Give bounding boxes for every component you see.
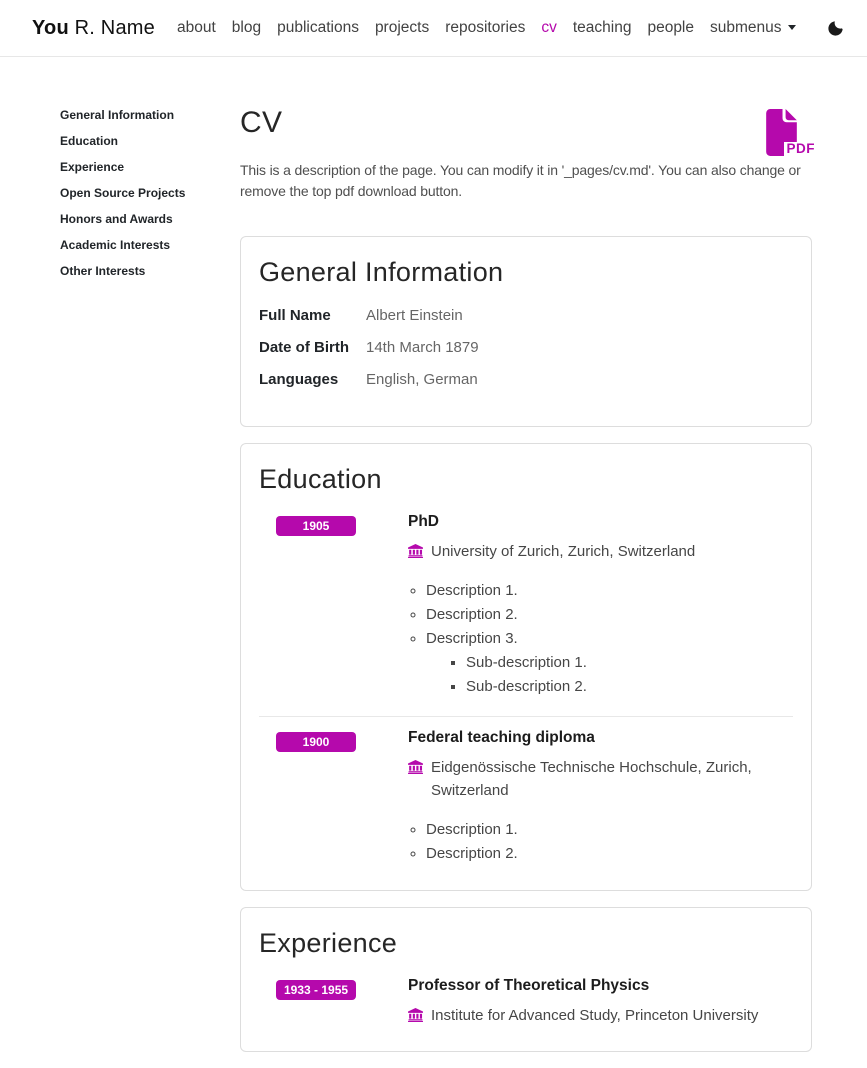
nav-link-cv[interactable]: cv bbox=[541, 19, 557, 36]
timeline-entry-phd bbox=[259, 513, 793, 699]
nav-link-publications[interactable]: publications bbox=[277, 19, 359, 36]
entry-divider bbox=[259, 716, 793, 717]
institution-name: University of Zurich, Zurich, Switzerland bbox=[431, 543, 696, 560]
page-header bbox=[240, 106, 815, 202]
entry-period bbox=[259, 977, 408, 1027]
nav-link-projects[interactable]: projects bbox=[374, 19, 430, 36]
sidebar-item-education[interactable]: Education bbox=[60, 134, 119, 148]
entry-title: Professor of Theoretical Physics bbox=[408, 977, 650, 994]
entry-period bbox=[259, 513, 408, 699]
brand-first-name: You bbox=[32, 16, 69, 39]
list-item-text: Description 3. bbox=[426, 630, 518, 647]
section-title-general-information: General Information bbox=[259, 257, 504, 287]
list-item: ◦ Description 2. bbox=[426, 603, 793, 627]
nav-link-submenus[interactable] bbox=[702, 19, 804, 37]
nav-link-blog[interactable]: blog bbox=[231, 19, 262, 36]
description-list bbox=[408, 579, 793, 699]
nav-link-people[interactable]: people bbox=[647, 19, 694, 36]
list-item: ◦ Description 1. bbox=[426, 818, 793, 842]
sidebar-item-experience[interactable]: Experience bbox=[60, 160, 125, 174]
navbar bbox=[0, 0, 867, 57]
info-label: Languages bbox=[259, 371, 339, 388]
entry-title: Federal teaching diploma bbox=[408, 729, 595, 746]
institution-line bbox=[408, 756, 793, 802]
sidebar-item-open-source-projects[interactable]: Open Source Projects bbox=[60, 186, 186, 200]
page-title: CV bbox=[240, 106, 283, 139]
brand-last-name: R. Name bbox=[68, 16, 155, 39]
info-value: 14th March 1879 bbox=[366, 339, 479, 356]
general-info-table bbox=[259, 306, 793, 389]
nav-link-about[interactable]: about bbox=[176, 19, 216, 36]
year-badge: 1933 - 1955 bbox=[276, 980, 356, 1000]
section-title-experience: Experience bbox=[259, 928, 398, 958]
moon-icon bbox=[826, 19, 845, 38]
university-icon bbox=[408, 544, 423, 563]
dark-mode-toggle[interactable] bbox=[824, 17, 847, 40]
entry-body bbox=[408, 513, 793, 699]
info-value: English, German bbox=[366, 371, 478, 388]
info-label: Date of Birth bbox=[259, 339, 349, 356]
info-row-full-name bbox=[259, 306, 793, 325]
info-value: Albert Einstein bbox=[366, 307, 463, 324]
caret-down-icon bbox=[788, 25, 796, 30]
timeline-entry-teaching-diploma bbox=[259, 729, 793, 866]
list-item: ◦ Description 1. bbox=[426, 579, 793, 603]
experience-card bbox=[240, 907, 812, 1052]
section-title-education: Education bbox=[259, 464, 382, 494]
brand-link[interactable] bbox=[32, 17, 155, 40]
nav-links bbox=[169, 19, 804, 37]
nav-link-teaching[interactable]: teaching bbox=[572, 19, 632, 36]
timeline-entry-professor bbox=[259, 977, 793, 1027]
sub-list-item: ▪ Sub-description 2. bbox=[466, 675, 793, 699]
sub-description-list bbox=[426, 651, 793, 699]
institution-name: Institute for Advanced Study, Princeton University bbox=[431, 1007, 759, 1024]
sidebar-item-honors-and-awards[interactable]: Honors and Awards bbox=[60, 212, 173, 226]
entry-body bbox=[408, 977, 793, 1027]
year-badge: 1905 bbox=[276, 516, 356, 536]
sidebar-item-other-interests[interactable]: Other Interests bbox=[60, 264, 146, 278]
description-list bbox=[408, 818, 793, 866]
education-card bbox=[240, 443, 812, 891]
sidebar-item-general-information[interactable]: General Information bbox=[60, 108, 175, 122]
entry-period bbox=[259, 729, 408, 866]
institution-line bbox=[408, 540, 793, 563]
info-row-date-of-birth bbox=[259, 338, 793, 357]
info-row-languages bbox=[259, 370, 793, 389]
sub-list-item: ▪ Sub-description 1. bbox=[466, 651, 793, 675]
list-item: ◦ Description 2. bbox=[426, 842, 793, 866]
toc-sidebar bbox=[60, 108, 232, 290]
institution-line bbox=[408, 1004, 793, 1027]
sidebar-item-academic-interests[interactable]: Academic Interests bbox=[60, 238, 171, 252]
pdf-button-label: PDF bbox=[784, 142, 816, 156]
year-badge: 1900 bbox=[276, 732, 356, 752]
nav-link-repositories[interactable]: repositories bbox=[445, 19, 526, 36]
info-label: Full Name bbox=[259, 307, 331, 324]
submenus-label: submenus bbox=[710, 19, 782, 36]
cv-main bbox=[240, 100, 815, 1068]
list-item bbox=[426, 627, 793, 699]
pdf-download-button[interactable] bbox=[766, 109, 815, 157]
institution-name: Eidgenössische Technische Hochschule, Zurich, Switzerland bbox=[431, 759, 752, 799]
university-icon bbox=[408, 760, 423, 802]
page-description: This is a description of the page. You can modify it in '_pages/cv.md'. You can also change or remove the top pdf download button. bbox=[240, 162, 801, 199]
entry-body bbox=[408, 729, 793, 866]
university-icon bbox=[408, 1008, 423, 1027]
general-information-card bbox=[240, 236, 812, 427]
entry-title: PhD bbox=[408, 513, 439, 530]
